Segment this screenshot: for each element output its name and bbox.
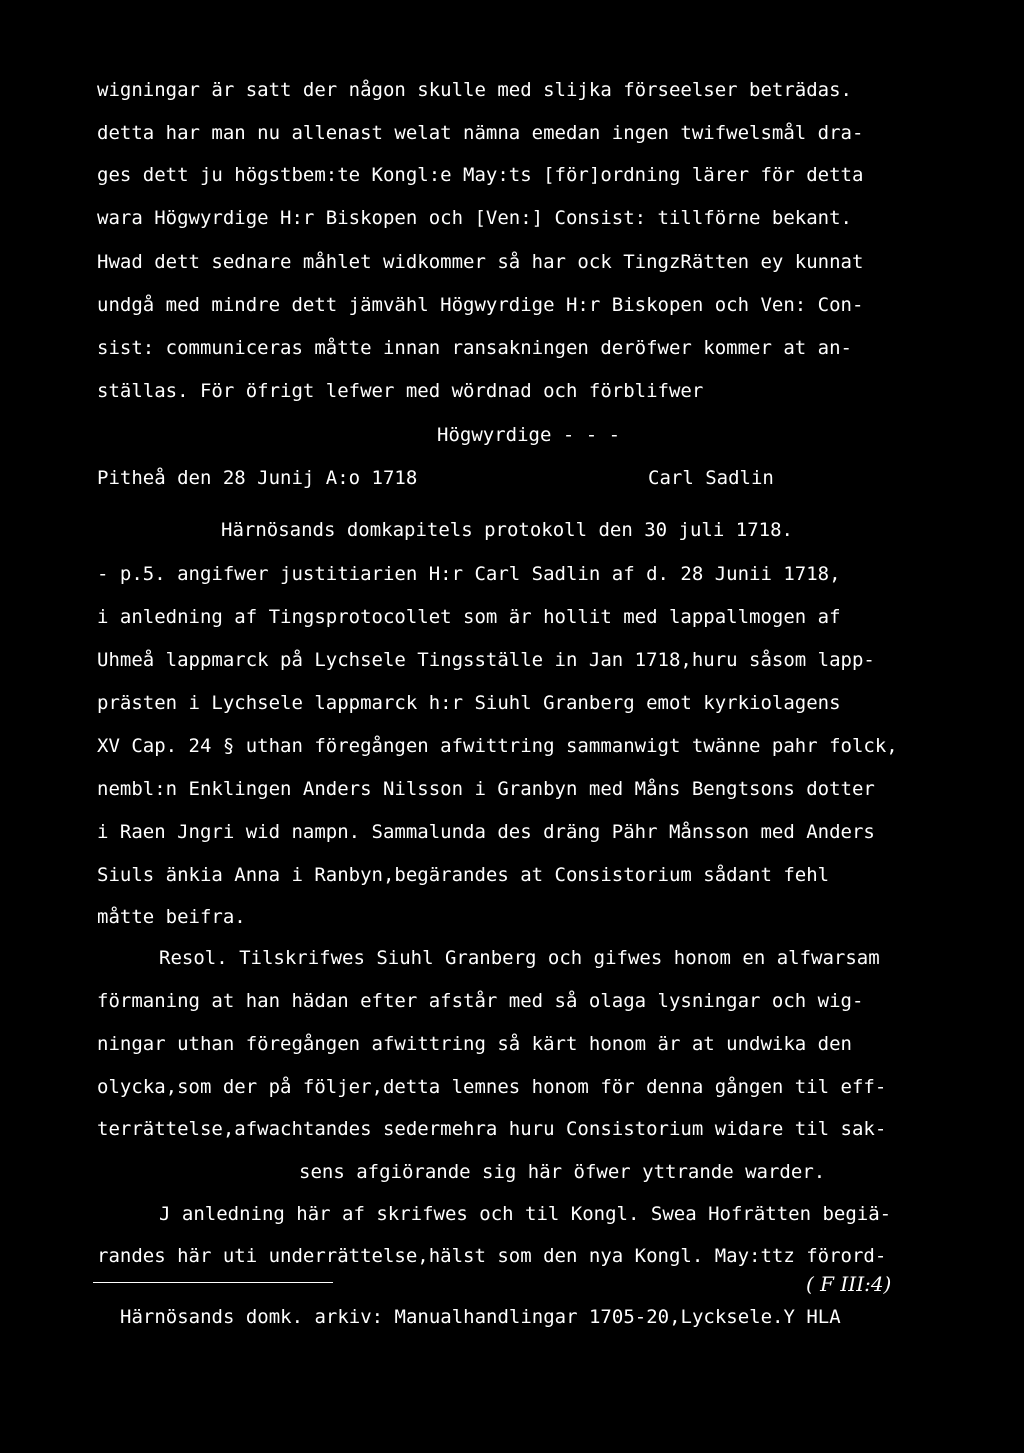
resolution-line: Resol. Tilskrifwes Siuhl Granberg och gifwes honom en alfwarsam [159, 947, 880, 969]
protocol-line: måtte beifra. [97, 906, 246, 928]
handwritten-reference: ( F III:4) [806, 1272, 892, 1296]
protocol-heading: Härnösands domkapitels protokoll den 30 juli 1718. [221, 519, 793, 541]
footnote-rule [93, 1282, 333, 1283]
letter-line: ställas. För öfrigt lefwer med wördnad och förblifwer [97, 380, 704, 402]
protocol-line: Siuls änkia Anna i Ranbyn,begärandes at Consistorium sådant fehl [97, 864, 830, 886]
protocol-line: XV Cap. 24 § uthan föregången afwittring sammanwigt twänne pahr folck, [97, 735, 898, 757]
protocol-line: Uhmeå lappmarck på Lychsele Tingsställe in Jan 1718,huru såsom lapp- [97, 649, 875, 671]
resolution-line: olycka,som der på följer,detta lemnes honom för denna gången til eff- [97, 1076, 887, 1098]
letter-line: undgå med mindre dett jämvähl Högwyrdige H:r Biskopen och Ven: Con- [97, 294, 864, 316]
resolution-line: ningar uthan föregången afwittring så kärt honom är at undwika den [97, 1033, 852, 1055]
letter-line: Hwad dett sednare måhlet widkommer så har ock TingzRätten ey kunnat [97, 251, 864, 273]
protocol-line: nembl:n Enklingen Anders Nilsson i Granbyn med Måns Bengtsons dotter [97, 778, 875, 800]
place-date: Pitheå den 28 Junij A:o 1718 [97, 467, 418, 489]
letter-line: sist: communiceras måtte innan ransakningen deröfwer kommer at an- [97, 337, 852, 359]
protocol-line: i anledning af Tingsprotocollet som är hollit med lappallmogen af [97, 606, 841, 628]
resolution-line: förmaning at han hädan efter afstår med så olaga lysningar och wig- [97, 990, 864, 1012]
letter-line: wigningar är satt der någon skulle med slijka förseelser beträdas. [97, 79, 852, 101]
resolution-line: terrättelse,afwachtandes sedermehra huru Consistorium widare til sak- [97, 1118, 887, 1140]
salutation: Högwyrdige - - - [437, 424, 621, 446]
further-line: randes här uti underrättelse,hälst som den nya Kongl. May:ttz förord- [97, 1245, 887, 1267]
letter-line: detta har man nu allenast welat nämna emedan ingen twifwelsmål dra- [97, 122, 864, 144]
footnote-source: Härnösands domk. arkiv: Manualhandlingar 1705-20,Lycksele.Y HLA [120, 1306, 841, 1328]
resolution-line: sens afgiörande sig här öfwer yttrande warder. [299, 1161, 826, 1183]
signature: Carl Sadlin [648, 467, 774, 489]
protocol-line: - p.5. angifwer justitiarien H:r Carl Sadlin af d. 28 Junii 1718, [97, 563, 841, 585]
further-line: J anledning här af skrifwes och til Kongl. Swea Hofrätten begiä- [159, 1203, 892, 1225]
protocol-line: prästen i Lychsele lappmarck h:r Siuhl Granberg emot kyrkiolagens [97, 692, 841, 714]
letter-line: wara Högwyrdige H:r Biskopen och [Ven:] Consist: tillförne bekant. [97, 207, 852, 229]
letter-line: ges dett ju högstbem:te Kongl:e May:ts [för]ordning lärer för detta [97, 164, 864, 186]
protocol-line: i Raen Jngri wid nampn. Sammalunda des dräng Pähr Månsson med Anders [97, 821, 875, 843]
